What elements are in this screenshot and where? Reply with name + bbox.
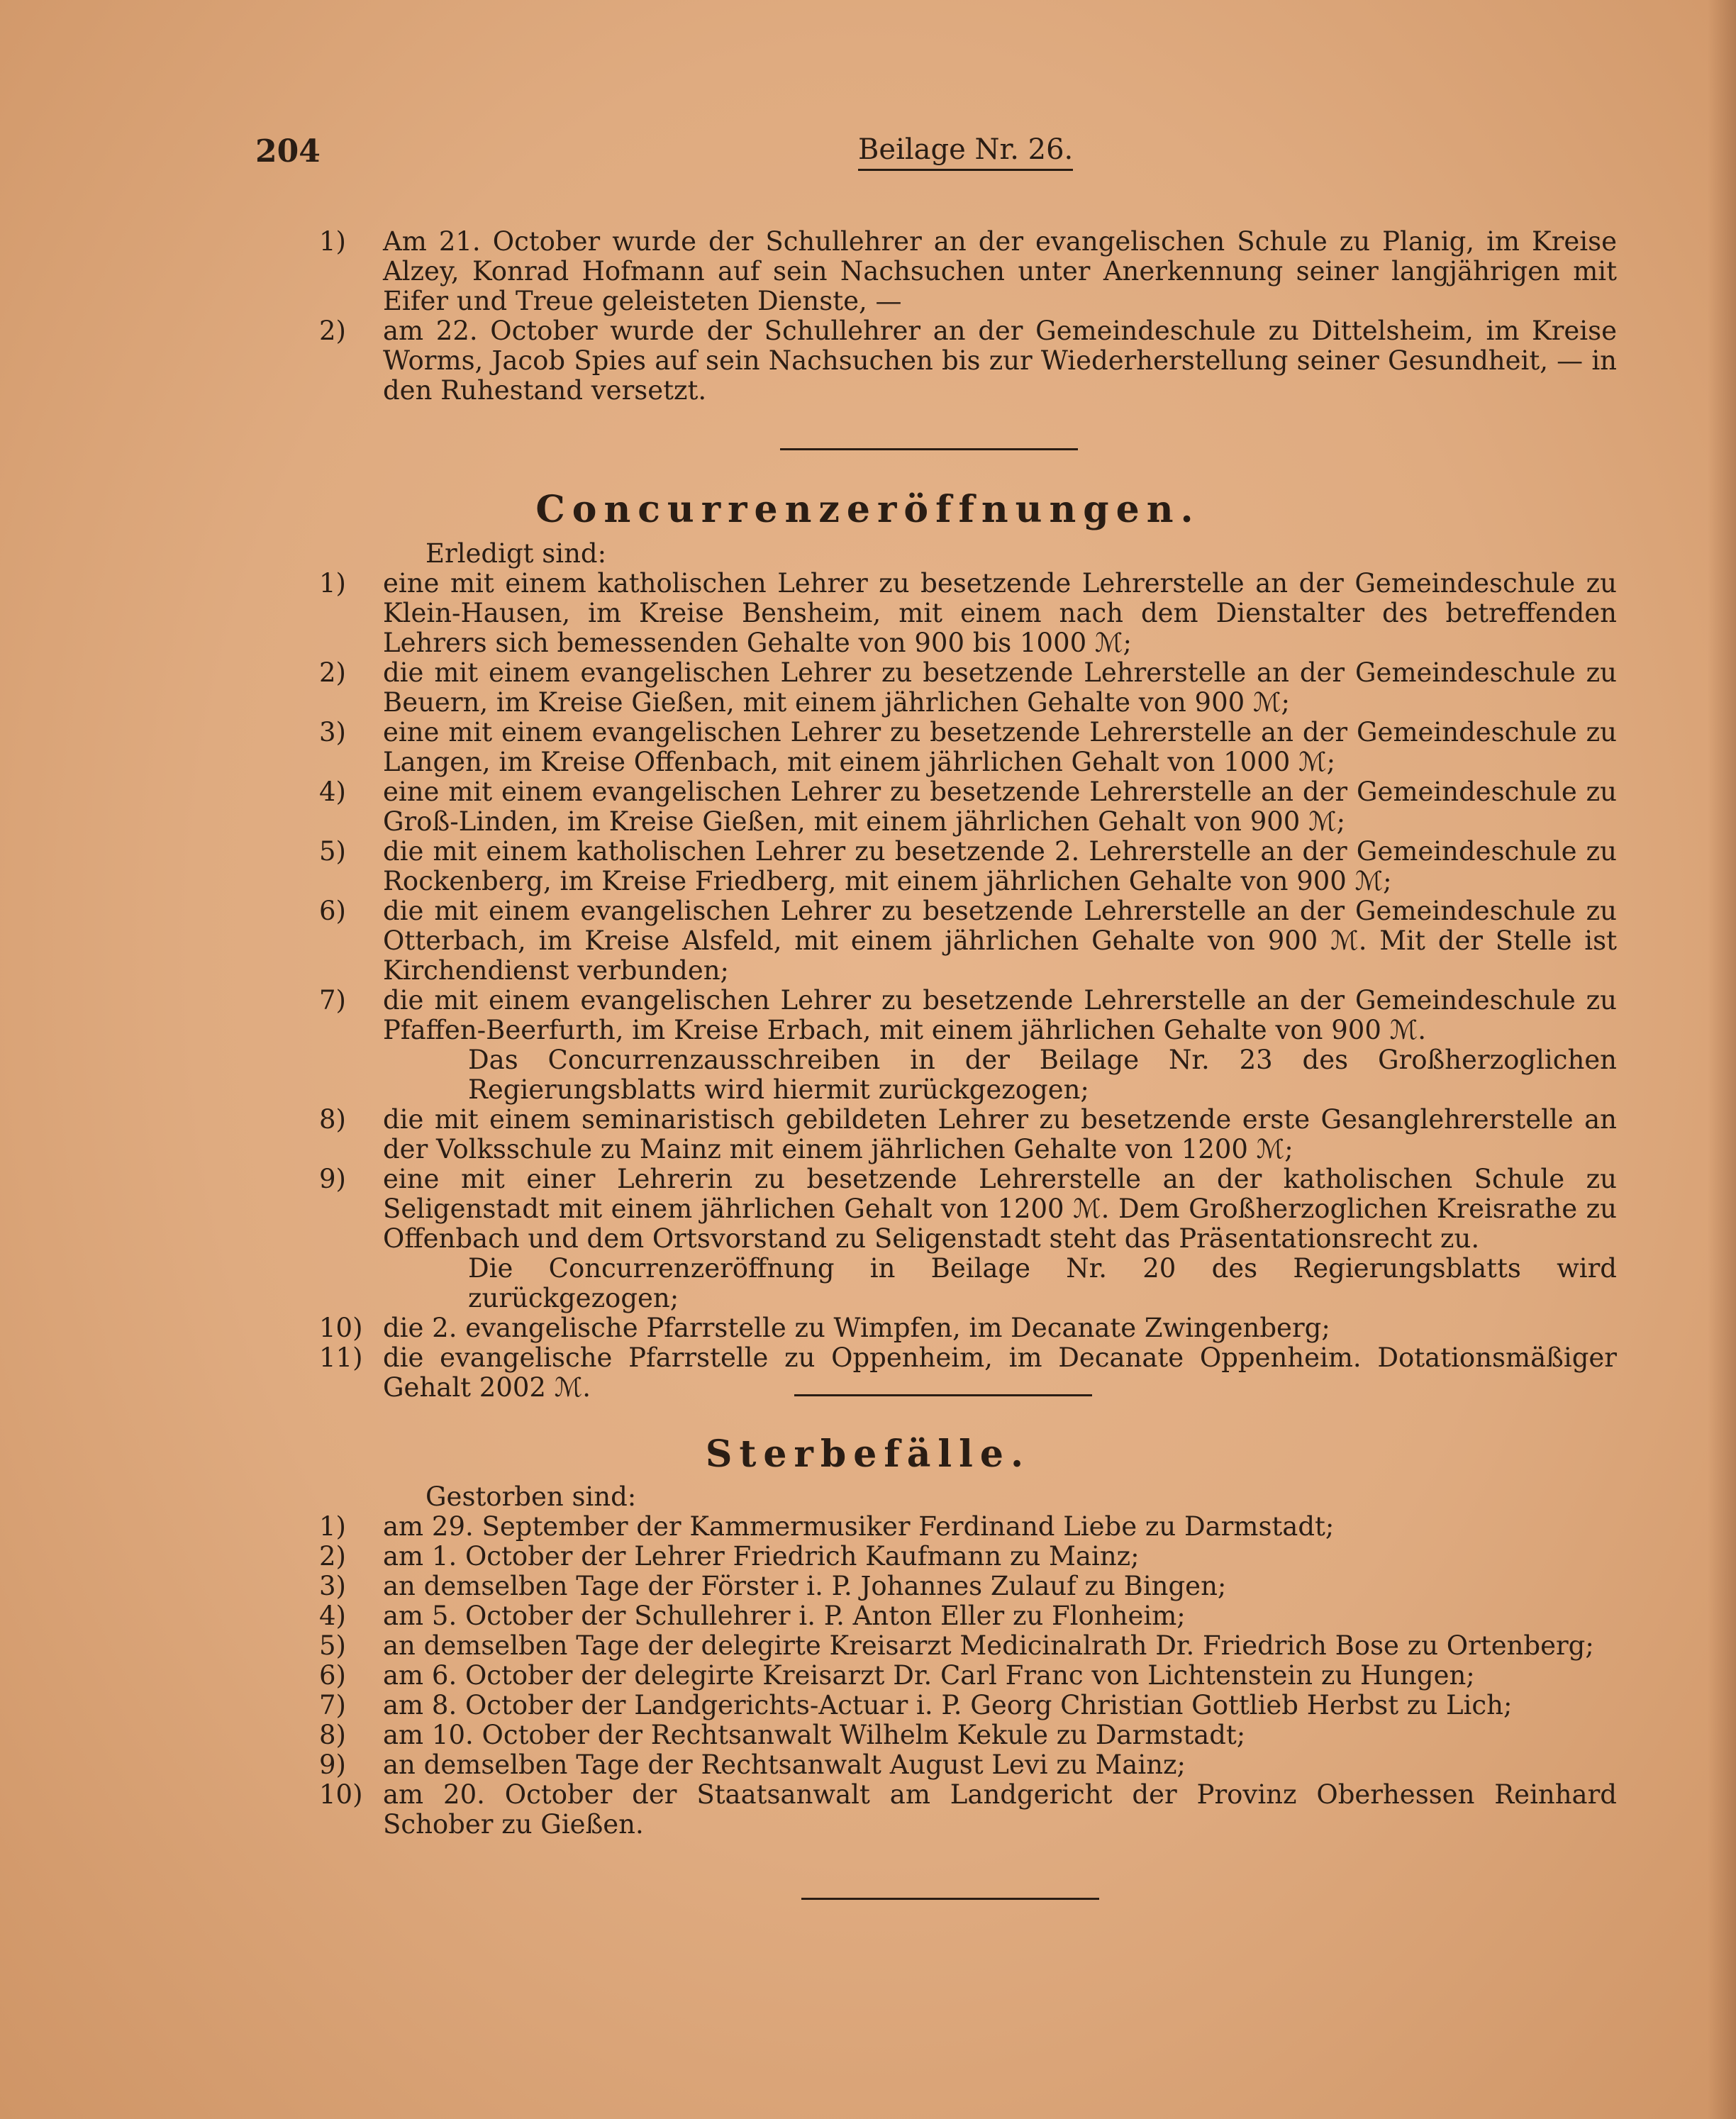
section-intro: Gestorben sind: — [425, 1481, 637, 1512]
item-text: an demselben Tage der Förster i. P. Johannes Zulauf zu Bingen; — [383, 1571, 1227, 1601]
list-item — [255, 1572, 1617, 1601]
item-number: 7) — [319, 1690, 346, 1720]
section-divider — [794, 1394, 1092, 1396]
item-text: am 20. October der Staatsanwalt am Landgericht der Provinz Oberhessen Reinhard Schober zu Gießen. — [383, 1779, 1617, 1840]
item-text: am 5. October der Schullehrer i. P. Anton Eller zu Flonheim; — [383, 1601, 1186, 1631]
item-number: 9) — [319, 1750, 346, 1780]
section-divider — [780, 448, 1078, 450]
section-intro: Erledigt sind: — [425, 538, 607, 569]
list-item — [255, 896, 1617, 986]
item-text: am 29. September der Kammermusiker Ferdinand Liebe zu Darmstadt; — [383, 1511, 1335, 1542]
item-number: 7) — [319, 985, 346, 1016]
page-number: 204 — [255, 133, 321, 169]
list-item — [255, 777, 1617, 837]
item-number: 8) — [319, 1720, 346, 1750]
list-item — [255, 1750, 1617, 1780]
item-number: 2) — [319, 657, 346, 688]
section-heading-vacancies: Concurrenzeröffnungen. — [535, 488, 1201, 531]
item-number: 10) — [319, 1779, 363, 1810]
item-text: am 8. October der Landgerichts-Actuar i. P. Georg Christian Gottlieb Herbst zu Lich; — [383, 1690, 1513, 1720]
item-text: am 22. October wurde der Schullehrer an der Gemeindeschule zu Dittelsheim, im Kreise Worms, Jacob Spies auf sein Nachsuchen bis zur Wiederherstellung seiner Gesundheit, — in den Ruhestand versetzt. — [383, 316, 1617, 406]
item-number: 1) — [319, 226, 346, 257]
deaths-section — [255, 1482, 1617, 1840]
item-text: die mit einem katholischen Lehrer zu besetzende 2. Lehrerstelle an der Gemeindeschule zu Rockenberg, im Kreise Friedberg, mit einem jährlichen Gehalte von 900 ℳ; — [383, 836, 1617, 896]
list-item — [255, 1542, 1617, 1572]
page-edge-shadow — [1708, 0, 1736, 2119]
list-item — [255, 1691, 1617, 1720]
item-text: die mit einem evangelischen Lehrer zu besetzende Lehrerstelle an der Gemeindeschule zu Otterbach, im Kreise Alsfeld, mit einem jährlichen Gehalte von 900 ℳ. Mit der Stelle ist Kirchendienst verbunden; — [383, 896, 1617, 986]
list-item — [255, 658, 1617, 718]
item-number: 3) — [319, 717, 346, 747]
item-number: 1) — [319, 1511, 346, 1542]
item-number: 9) — [319, 1164, 346, 1194]
item-number: 2) — [319, 1541, 346, 1572]
running-head: Beilage Nr. 26. — [858, 133, 1073, 171]
item-text: die mit einem seminaristisch gebildeten Lehrer zu besetzende erste Gesanglehrerstelle an der Volksschule zu Mainz mit einem jährlichen Gehalte von 1200 ℳ; — [383, 1104, 1617, 1164]
list-item — [255, 837, 1617, 896]
item-note: Das Concurrenzausschreiben in der Beilage Nr. 23 des Großherzoglichen Regierungsblatts wird hiermit zurückgezogen; — [468, 1045, 1617, 1105]
item-number: 8) — [319, 1104, 346, 1135]
item-text: die mit einem evangelischen Lehrer zu besetzende Lehrerstelle an der Gemeindeschule zu Pfaffen-Beerfurth, im Kreise Erbach, mit einem jährlichen Gehalte von 900 ℳ. — [383, 985, 1617, 1045]
item-number: 11) — [319, 1342, 363, 1373]
section-divider — [801, 1898, 1099, 1900]
list-item — [255, 227, 1617, 316]
list-item — [255, 1631, 1617, 1661]
list-item — [255, 1313, 1617, 1343]
item-text: an demselben Tage der Rechtsanwalt August Levi zu Mainz; — [383, 1750, 1186, 1780]
list-item — [255, 718, 1617, 777]
item-number: 2) — [319, 316, 346, 346]
list-item — [255, 1720, 1617, 1750]
item-text: eine mit einem evangelischen Lehrer zu besetzende Lehrerstelle an der Gemeindeschule zu Groß-Linden, im Kreise Gießen, mit einem jährlichen Gehalt von 900 ℳ; — [383, 777, 1617, 837]
item-text: am 1. October der Lehrer Friedrich Kaufmann zu Mainz; — [383, 1541, 1140, 1572]
item-number: 10) — [319, 1313, 363, 1343]
item-number: 6) — [319, 1660, 346, 1691]
item-text: Am 21. October wurde der Schullehrer an der evangelischen Schule zu Planig, im Kreise Alzey, Konrad Hofmann auf sein Nachsuchen unter Anerkennung seiner langjährigen mit Eifer und Treue geleisteten Dienste, — — [383, 226, 1617, 316]
item-text: eine mit einer Lehrerin zu besetzende Lehrerstelle an der katholischen Schule zu Seligenstadt mit einem jährlichen Gehalt von 1200 ℳ. Dem Großherzoglichen Kreisrathe zu Offenbach und dem Ortsvorstand zu Seligenstadt steht das Präsentationsrecht zu. — [383, 1164, 1617, 1254]
item-number: 6) — [319, 896, 346, 926]
page-header — [255, 133, 1489, 183]
list-item — [255, 316, 1617, 406]
item-number: 5) — [319, 836, 346, 867]
item-number: 5) — [319, 1630, 346, 1661]
item-text: am 10. October der Rechtsanwalt Wilhelm Kekule zu Darmstadt; — [383, 1720, 1246, 1750]
item-number: 3) — [319, 1571, 346, 1601]
item-text: die mit einem evangelischen Lehrer zu besetzende Lehrerstelle an der Gemeindeschule zu Beuern, im Kreise Gießen, mit einem jährlichen Gehalte von 900 ℳ; — [383, 657, 1617, 718]
list-item — [255, 1780, 1617, 1840]
item-text: die evangelische Pfarrstelle zu Oppenheim, im Decanate Oppenheim. Dotationsmäßiger Gehalt 2002 ℳ. — [383, 1342, 1617, 1403]
item-number: 4) — [319, 1601, 346, 1631]
list-item — [255, 569, 1617, 658]
list-item — [255, 1661, 1617, 1691]
list-item — [255, 1105, 1617, 1164]
item-text: an demselben Tage der delegirte Kreisarzt Medicinalrath Dr. Friedrich Bose zu Ortenberg; — [383, 1630, 1594, 1661]
list-item — [255, 1601, 1617, 1631]
item-text: am 6. October der delegirte Kreisarzt Dr. Carl Franc von Lichtenstein zu Hungen; — [383, 1660, 1475, 1691]
item-number: 4) — [319, 777, 346, 807]
retirements-section — [255, 227, 1617, 406]
item-text: eine mit einem evangelischen Lehrer zu besetzende Lehrerstelle an der Gemeindeschule zu Langen, im Kreise Offenbach, mit einem jährlichen Gehalt von 1000 ℳ; — [383, 717, 1617, 777]
list-item — [255, 1164, 1617, 1254]
item-note: Die Concurrenzeröffnung in Beilage Nr. 20 des Regierungsblatts wird zurückgezogen; — [468, 1253, 1617, 1313]
item-text: eine mit einem katholischen Lehrer zu besetzende Lehrerstelle an der Gemeindeschule zu Klein-Hausen, im Kreise Bensheim, mit einem nach dem Dienstalter des betreffenden Lehrers sich bemessenden Gehalte von 900 bis 1000 ℳ; — [383, 568, 1617, 658]
item-number: 1) — [319, 568, 346, 599]
list-item — [255, 986, 1617, 1045]
list-item — [255, 1512, 1617, 1542]
item-text: die 2. evangelische Pfarrstelle zu Wimpfen, im Decanate Zwingenberg; — [383, 1313, 1330, 1343]
section-heading-deaths: Sterbefälle. — [705, 1433, 1031, 1476]
vacancies-section — [255, 539, 1617, 1403]
